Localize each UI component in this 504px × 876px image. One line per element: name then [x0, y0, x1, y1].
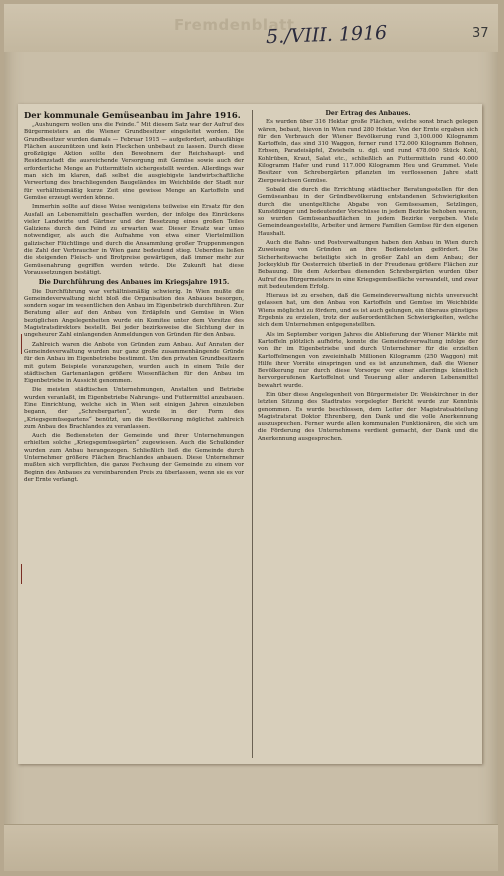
paragraph: Ein über diese Angelegenheit von Bürgermeister Dr. Weiskirchner in der letzten Sitzung des Stadtrates vorgelegter Bericht wurde zur Kenntnis genommen. Es wurde beschlossen, dem Leiter der Magistratsabteilung Magistratsrat Doktor Ehrenberg, den Dank und die volle Anerkennung auszusprechen. Ferner wurde allen kommunalen Funktionären, die sich um die Förderung des Unternehmens verdient gemacht, der Dank und die Anerkennung ausgesprochen.: [258, 391, 478, 442]
paragraph: Immerhin sollte auf diese Weise wenigstens teilweise ein Ersatz für den Ausfall an Lebensmitteln geschaffen werden, der infolge des Einrückens vieler Landwirte und Gärtner und der Besetzung eines großen Teiles Galiziens durch den Feind zu erwarten war. Dieser Ersatz war umso notwendiger, als auch die Aufnahme von etwa einer Viertelmillion galizischer Flüchtlinge und durch die Ansammlung großer Truppenmengen die Zahl der Verbraucher in Wien ganz bedeutend stieg. Ueberdies ließen die steigenden Fleisch- und Brotpreise gewärtigen, daß immer mehr zur Gemüsenahrung gegriffen werden würde. Die Zukunft hat diese Voraussetzungen bestätigt.: [24, 204, 244, 276]
paragraph: Die Durchführung war verhältnismäßig schwierig. In Wien mußte die Gemeindeverwaltung nicht bloß die Organisation des Anbaues besorgen, sondern sogar im wesentlichen den Anbau im Eigenbetrieb durchführen. Zur Beratung aller auf den Anbau von Erdäpfeln und Gemüse in Wien bezüglichen Angelegenheiten wurde ein Komitee unter dem Vorsitze des Magistratsdirektors bestellt. Bei jeder bezirksweise die Sichtung der in ungeheurer Zahl einlangenden Anmeldungen von Gründen für den Anbau.: [24, 288, 244, 339]
right-column: [258, 110, 478, 758]
page-number: 37: [472, 26, 489, 41]
paragraph: Auch die Bahn- und Postverwaltungen haben den Anbau in Wien durch Zuweisung von Gründen an ihre Bediensteten gefördert. Die Sicherheitswache beteiligte sich in großer Zahl an dem Anbau; der Jockeyklub für Oesterreich überließ in der Freudenau größere Flächen zur Bebauung. Die dem Ackerbau dienenden Schrebergärten wurden über Aufruf des Bürgermeisters in eine Kriegsgemüsefläche verwandelt, und zwar mit bedeutendem Erfolg.: [258, 240, 478, 290]
newspaper-clipping: [18, 104, 482, 764]
column-divider: [252, 110, 253, 758]
paragraph: Zahlreich waren die Anbote von Gründen zum Anbau. Auf Anraten der Gemeindeverwaltung wurden nur ganz große zusammenhängende Gründe für den Anbau im Eigenbetriebe bestimmt. Um den privaten Grundbesitzern mit gutem Beispiele voranzugehen, wurden auch in einem Teile der städtischen Gartenanlagen größere Wiesenflächen für den Anbau im Eigenbetriebe in Aussicht genommen.: [24, 341, 244, 385]
paragraph: Auch die Bediensteten der Gemeinde und ihrer Unternehmungen erhielten solche „Kriegsgemüsegärten“ zugewiesen. Auch die Schulkinder wurden zum Anbau herangezogen. Schließlich ließ die Gemeinde durch Unternehmer größere Flächen Brachlandes anbauen. Diese Unternehmer mußten sich verpflichten, die ganze Fechsung der Gemeinde zu einem vor Beginn des Anbaues zu vereinbarenden Preis zu überlassen, wenn sie es vor der Ernte verlangt.: [24, 433, 244, 483]
paragraph: Sobald die durch die Errichtung städtischer Beratungsstellen für den Gemüseanbau in der Gründbevölkerung entstandenen Schwierigkeiten durch die unentgeltliche Abgabe von Gemüsesamen, Setzlingen, Kunstdünger und bedeutender Vorschüsse in jedem Bezirke behoben waren, so wurden Gemüseanbauflächen in jedem Bezirke vergeben. Viele Gemeindeangestellte, Arbeiter und ärmere Familien Gemüse für den eigenen Haushalt.: [258, 186, 478, 237]
header-strip: [4, 4, 498, 52]
paragraph: Die meisten städtischen Unternehmungen, Anstalten und Betriebe wurden veranlaßt, im Eigenbetriebe Nahrungs- und Futtermittel anzubauen. Eine Einrichtung, welche sich in Wien seit einigen Jahren einzuleben begann, der „Schrebergarten“, wurde in der Form des „Kriegsgemüsegartens“ benützt, um die Bevölkerung möglichst zahlreich zum Anbau des Brachlandes zu veranlassen.: [24, 387, 244, 430]
margin-pencil-mark: [21, 564, 28, 584]
source-stamp: Fremdenblatt: [174, 16, 295, 34]
paragraph: „Aushungern wollen uns die Feinde.“ Mit diesem Satz war der Aufruf des Bürgermeisters an die Wiener Grundbesitzer eingeleitet worden. Die Grundbesitzer wurden damals — Februar 1915 — aufgefordert, anbaufähige Flächen auszunützen und kein Fleckchen unbebaut zu lassen. Durch diese großzügige Aktion sollte den Bewohnern der Reichshaupt- und Residenzstadt die ausreichende Versorgung mit Gemüse sowie auch der erforderliche Menge an Futtermitteln sichergestellt werden. Allerdings war man sich im klaren, daß selbst die ausgiebigste landwirtschaftliche Verwertung des brachliegenden Baugeländes im Weichbilde der Stadt nur für verhältnismäßig kurze Zeit eine gewisse Menge an Kartoffeln und Gemüse erzeugt werden könne.: [24, 122, 244, 201]
paragraph: Es wurden über 316 Hektar große Flächen, welche sonst brach gelegen wären, bebaut, hievon in Wien rund 280 Hektar. Von der Ernte ergaben sich für den Verbrauch der Wiener Bevölkerung rund 3,100.000 Kilogramm Kartoffeln, das sind 310 Waggon, ferner rund 172.000 Kilogramm Bohnen, Erbsen, Paradeisäpfel, Zwiebeln u. dgl. und rund 478.000 Stück Kohl, Kohlrüben, Kraut, Salat etc., schließlich an Futtermitteln rund 40.000 Kilogramm Hafer und rund 117.000 Kilogramm Heu und Grummet. Viele Besitzer von Schrebergärten pflanzten im verflossenen Jahre statt Ziergewächsen Gemüse.: [258, 119, 478, 184]
archive-sheet: [4, 4, 498, 870]
article-title: Der kommunale Gemüseanbau im Jahre 1916.: [24, 110, 241, 120]
section-subheading: Die Durchführung des Anbaues im Kriegsjahre 1915.: [38, 278, 230, 287]
margin-pencil-mark: [21, 334, 28, 354]
sheet-bottom-fold: [4, 824, 498, 871]
section-title: Der Ertrag des Anbaues.: [325, 110, 411, 117]
paragraph: Als im September vorigen Jahres die Ablieferung der Wiener Märkte mit Kartoffeln plötzlich aufhörte, konnte die Gemeindeverwaltung infolge der von ihr im Eigenbetriebe und durch Unternehmer für die erzielten Kartoffelmengen von zweieinhalb Millionen Kilogramm (250 Waggon) mit Hilfe ihrer Vorräte einspringen und es ist anzunehmen, daß die Wiener Bevölkerung nur durch diese Vorsorge vor einer allerdings künstlich hervorgerufenen Kartoffelnot und Teuerung aller anderen Lebensmittel bewahrt wurde.: [258, 331, 478, 389]
left-column: [24, 110, 244, 758]
paragraph: Hieraus ist zu ersehen, daß die Gemeindeverwaltung nichts unversucht gelassen hat, um den Anbau von Kartoffeln und Gemüse im Weichbilde Wiens möglichst zu fördern, und es ist auch gelungen, ein überaus günstiges Ergebnis zu erzielen, trotz der außerordentlichen Schwierigkeiten, welche sich dem Unternehmen entgegenstellten.: [258, 293, 478, 329]
handwritten-date: 5./VIII. 1916: [265, 21, 388, 49]
